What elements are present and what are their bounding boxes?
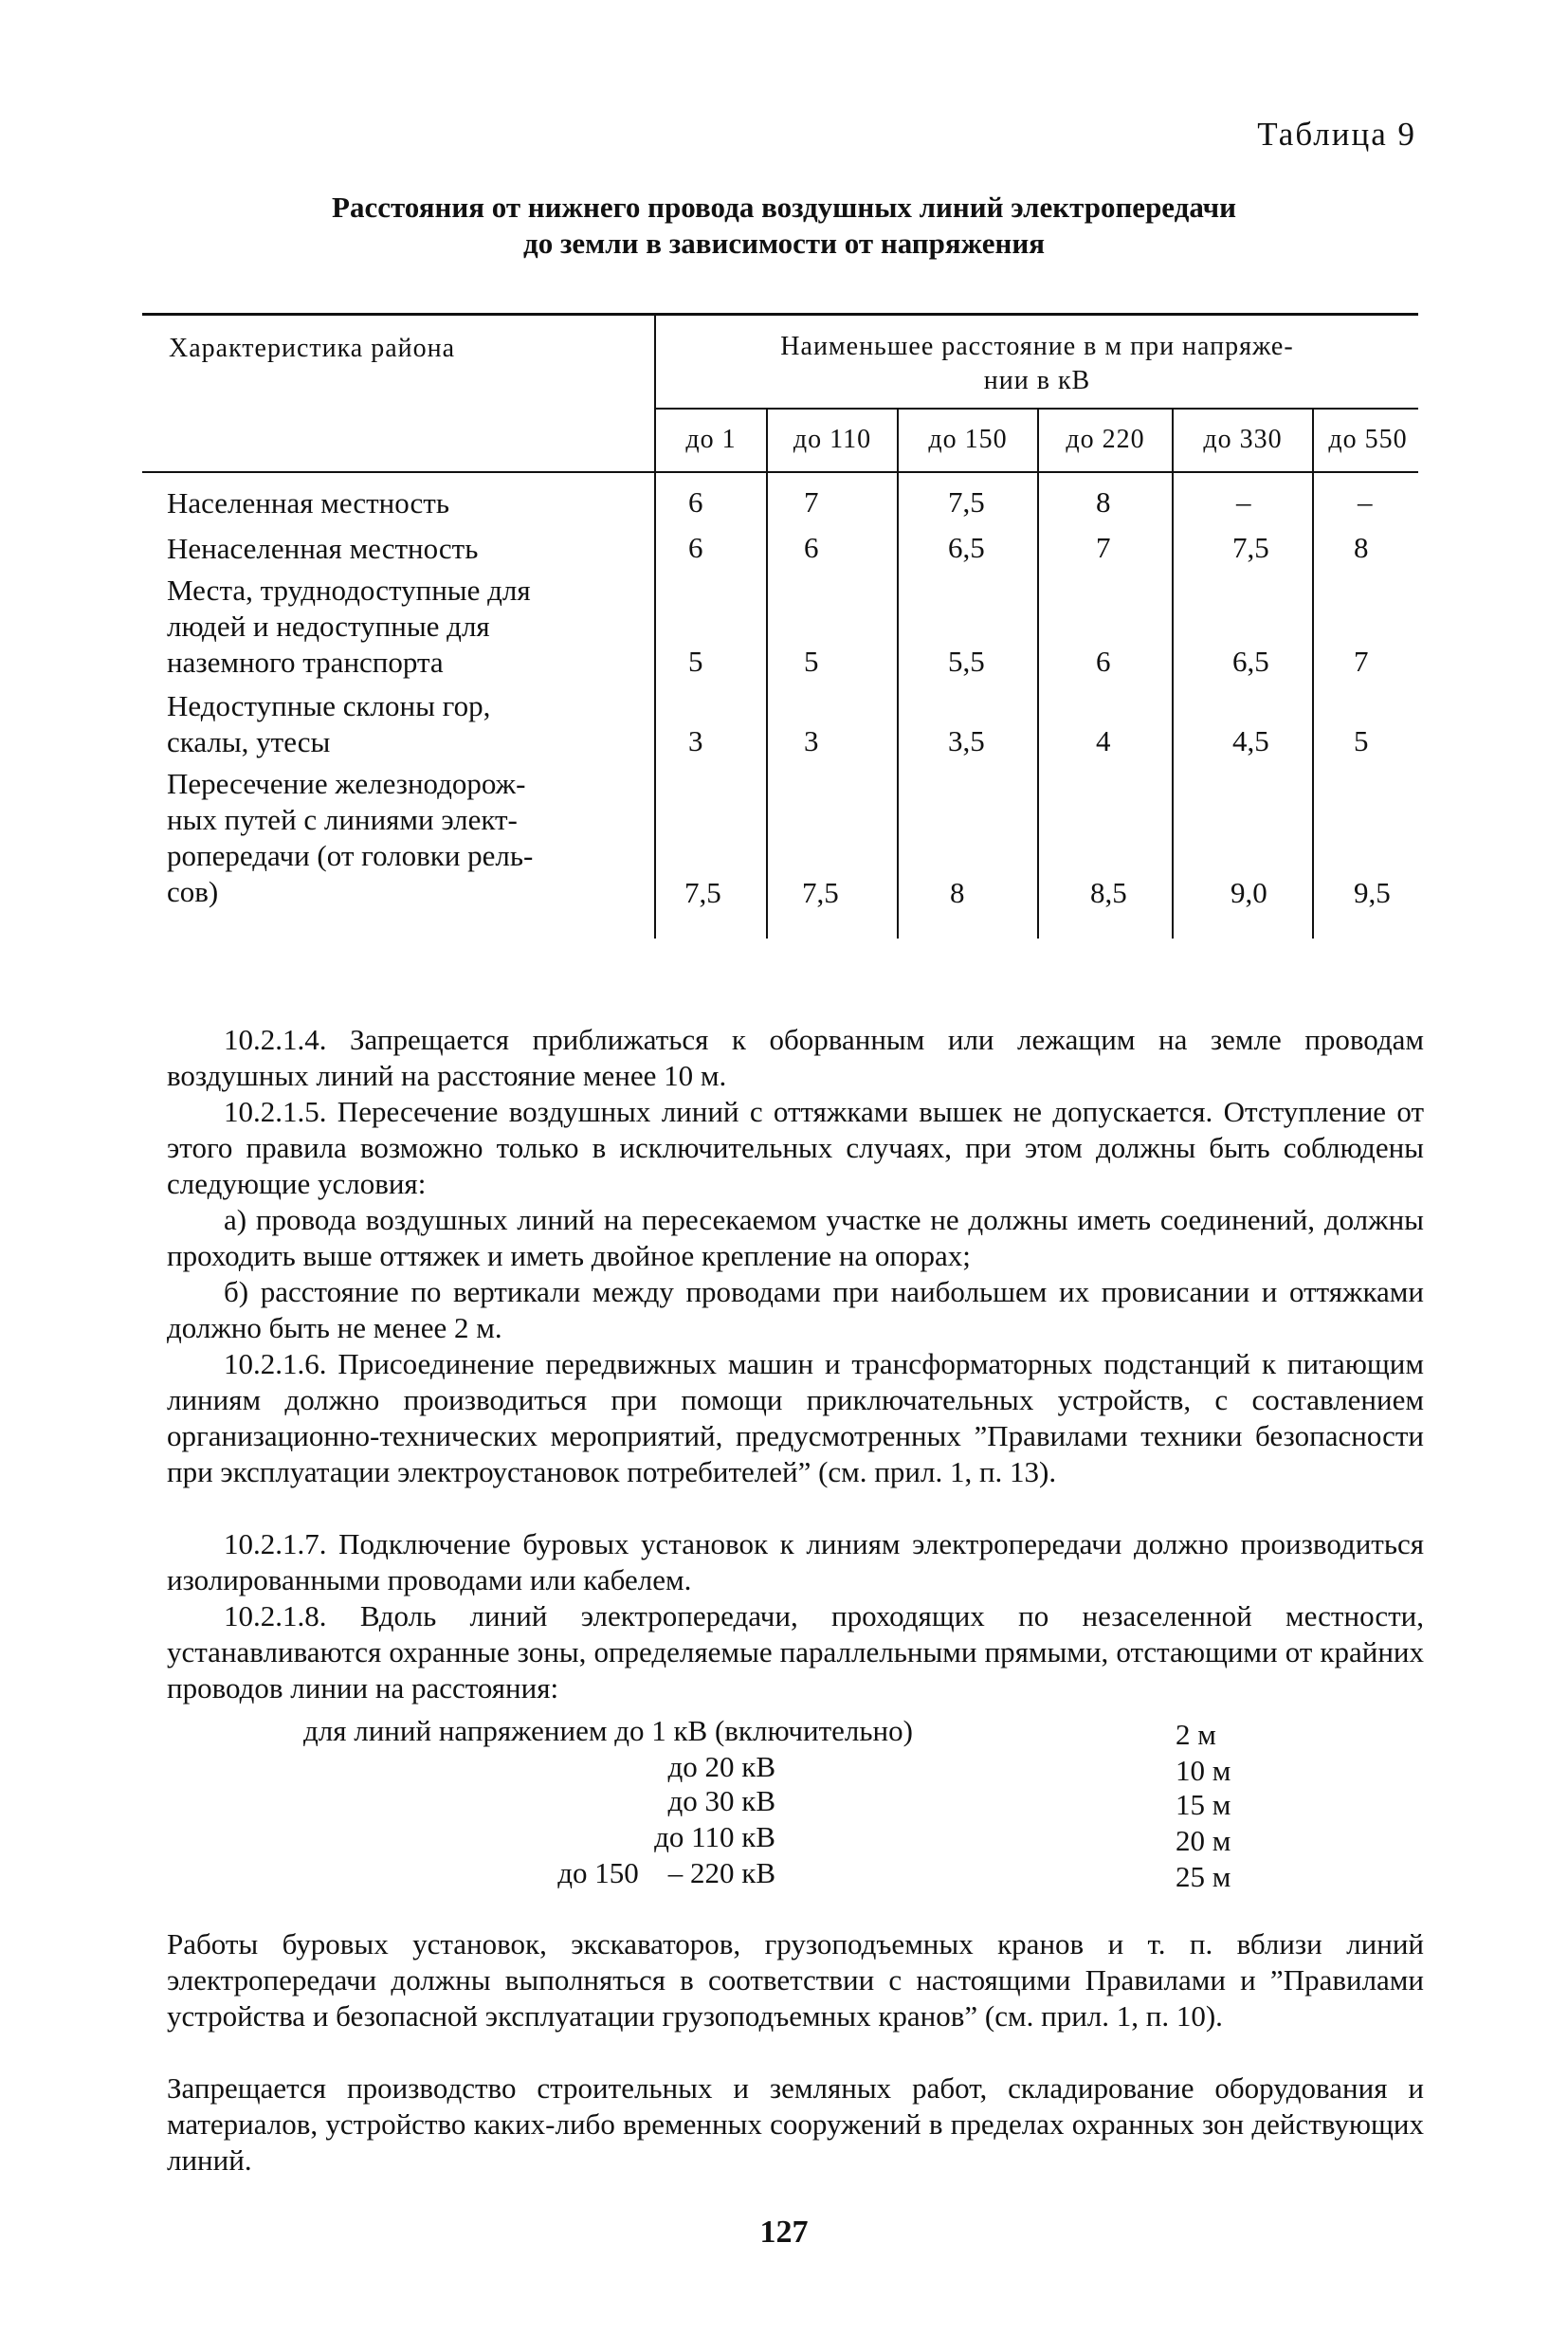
table-cell: 3 — [804, 724, 819, 757]
zone-distance: 20 м — [1176, 1824, 1231, 1857]
table-title-line1: Расстояния от нижнего провода воздушных линий электропередачи — [332, 191, 1236, 224]
row-label: Места, труднодоступные для людей и недоступные для наземного транспорта — [167, 574, 531, 679]
table-vline-5 — [1312, 408, 1314, 939]
table-cell: 4 — [1096, 724, 1111, 757]
table-cell: 9,5 — [1354, 876, 1391, 909]
zone-distance: 15 м — [1176, 1788, 1231, 1821]
column-header: до 1 — [685, 425, 737, 454]
table-cell: 8 — [950, 876, 965, 909]
column-header: до 550 — [1328, 425, 1408, 454]
table-cell: 5,5 — [948, 645, 985, 678]
paragraph-10-2-1-5: 10.2.1.5. Пересечение воздушных линий с оттяжками вышек не допускается. Отступление от этого правила возможно только в исключительных случаях, при этом должны быть соблюдены следующие условия: — [167, 1095, 1424, 1200]
table-label: Таблица 9 — [1257, 116, 1416, 153]
zone-distance: 10 м — [1176, 1754, 1231, 1787]
paragraph-prohibition: Запрещается производство строительных и земляных работ, складирование оборудования и материалов, устройство каких-либо временных сооружений в пределах охранных зон действующих линий. — [167, 2071, 1424, 2177]
table-cell: 5 — [1354, 724, 1369, 757]
table-cell: 7,5 — [948, 485, 985, 519]
table-vline-0 — [654, 313, 656, 939]
row-label: Пересечение железнодорож- ных путей с линиями элект- ропередачи (от головки рель- сов) — [167, 767, 534, 908]
paragraph-10-2-1-4: 10.2.1.4. Запрещается приближаться к оборванным или лежащим на земле проводам воздушных линий на расстояние менее 10 м. — [167, 1023, 1424, 1092]
table-cell: 7 — [804, 485, 819, 519]
column-header: до 330 — [1203, 425, 1283, 454]
column-header: до 150 — [928, 425, 1008, 454]
row-label: Недоступные склоны гор, скалы, утесы — [167, 689, 491, 758]
row-label: Ненаселенная местность — [167, 532, 479, 565]
table-cell: 7,5 — [802, 876, 839, 909]
table-top-rule — [142, 313, 1418, 316]
column-header: до 220 — [1066, 425, 1145, 454]
header-characteristic: Характеристика района — [169, 334, 456, 363]
table-cell: 6,5 — [1232, 645, 1269, 678]
paragraph-10-2-1-7: 10.2.1.7. Подключение буровых установок к линиям электропередачи должно производиться изолированными проводами или кабелем. — [167, 1527, 1424, 1596]
table-cell: 7 — [1096, 531, 1111, 564]
table-cell: 3,5 — [948, 724, 985, 757]
paragraph-10-2-1-6: 10.2.1.6. Присоединение передвижных машин и трансформаторных подстанций к питающим линиям должно производиться при помощи приключательных устройств, с составлением организационно-технических мероприятий, предусмотренных ”Правилами техники безопасности при эксплуатации электроустановок потребителей” (см. прил. 1, п. 13). — [167, 1347, 1424, 1488]
zone-label: до 30 кВ — [667, 1784, 775, 1817]
zone-label: до 150 – 220 кВ — [557, 1856, 775, 1889]
table-cell: – — [1358, 485, 1373, 519]
table-cell: 8 — [1096, 485, 1111, 519]
table-vline-3 — [1037, 408, 1039, 939]
page-number: 127 — [759, 2215, 809, 2250]
table-cell: 8 — [1354, 531, 1369, 564]
column-header: до 110 — [793, 425, 872, 454]
table-cell: – — [1236, 485, 1251, 519]
zone-label: до 20 кВ — [667, 1750, 775, 1783]
table-cell: 3 — [688, 724, 703, 757]
zone-distance: 25 м — [1176, 1860, 1231, 1893]
row-label: Населенная местность — [167, 486, 449, 520]
table-cell: 7,5 — [1232, 531, 1269, 564]
table-cell: 9,0 — [1231, 876, 1267, 909]
zone-label: для линий напряжением до 1 кВ (включительно) — [303, 1714, 913, 1747]
table-cell: 6 — [1096, 645, 1111, 678]
table-cell: 6 — [688, 485, 703, 519]
table-cell: 7 — [1354, 645, 1369, 678]
table-header-rule — [142, 471, 1418, 473]
table-vline-4 — [1172, 408, 1174, 939]
paragraph-10-2-1-8: 10.2.1.8. Вдоль линий электропередачи, проходящих по незаселенной местности, устанавливаются охранные зоны, определяемые параллельными прямыми, отстающими от крайних проводов линии на расстояния: — [167, 1599, 1424, 1705]
table-vline-2 — [897, 408, 899, 939]
table-cell: 6 — [804, 531, 819, 564]
table-cell: 5 — [804, 645, 819, 678]
zone-label: до 110 кВ — [654, 1820, 775, 1853]
table-title — [0, 190, 1568, 262]
paragraph-condition-b: б) расстояние по вертикали между проводами при наибольшем их провисании и оттяжками должно быть не менее 2 м. — [167, 1275, 1424, 1344]
table-title-line2: до земли в зависимости от напряжения — [523, 227, 1045, 260]
table-cell: 7,5 — [684, 876, 721, 909]
table-cell: 6,5 — [948, 531, 985, 564]
table-cell: 6 — [688, 531, 703, 564]
paragraph-crane-works: Работы буровых установок, экскаваторов, грузоподъемных кранов и т. п. вблизи линий электропередачи должны выполняться в соответствии с настоящими Правилами и ”Правилами устройства и безопасной эксплуатации грузоподъемных кранов” (см. прил. 1, п. 10). — [167, 1927, 1424, 2033]
table-vline-1 — [766, 408, 768, 939]
table-cell: 8,5 — [1090, 876, 1127, 909]
header-group — [656, 330, 1418, 398]
table-cell: 4,5 — [1232, 724, 1269, 757]
paragraph-condition-a: а) провода воздушных линий на пересекаемом участке не должны иметь соединений, должны проходить выше оттяжек и иметь двойное крепление на опорах; — [167, 1203, 1424, 1272]
header-group-line1: Наименьшее расстояние в м при напряже- — [780, 332, 1294, 361]
header-group-line2: нии в кВ — [983, 366, 1091, 395]
table-cell: 5 — [688, 645, 703, 678]
zone-distance: 2 м — [1176, 1718, 1216, 1751]
table-subheader-rule — [654, 408, 1418, 410]
